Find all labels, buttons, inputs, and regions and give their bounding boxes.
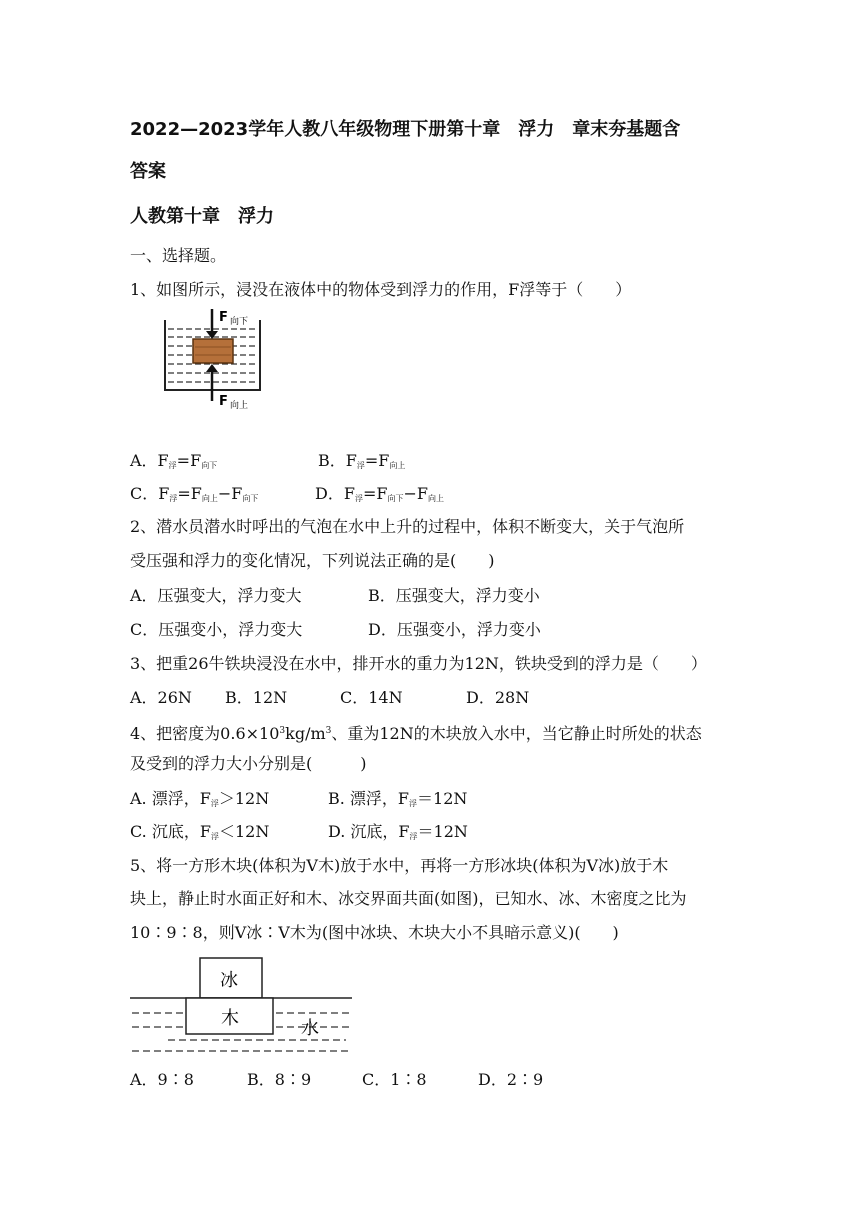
q5-fig-ice-label: 冰 bbox=[220, 970, 238, 991]
q5-fig-water-label: 水 bbox=[301, 1018, 319, 1039]
q5-option-b[interactable]: B．8∶9 bbox=[247, 1070, 312, 1089]
q1-option-c[interactable]: C．$F_浮=F_{向上}-F_{向下}$ bbox=[130, 484, 259, 503]
q3-option-a[interactable]: A．26N bbox=[130, 688, 192, 707]
document-title-line1: 2022—2023学年人教八年级物理下册第十章 浮力 章末夯基题含 bbox=[130, 119, 681, 140]
q2-option-c[interactable]: C．压强变小，浮力变大 bbox=[130, 620, 303, 639]
q3-option-b[interactable]: B．12N bbox=[225, 688, 288, 707]
q5-stem-line1: 5、将一方形木块(体积为V木)放于水中，再将一方形冰块(体积为V冰)放于木 bbox=[130, 856, 669, 875]
q1-fig-label-bottom: F bbox=[219, 394, 228, 409]
q5-figure bbox=[128, 955, 354, 1057]
chapter-heading: 人教第十章 浮力 bbox=[130, 206, 274, 227]
q4-option-a[interactable]: A. 漂浮，$F_浮>12N$ bbox=[130, 789, 270, 808]
q3-stem: 3、把重26牛铁块浸没在水中，排开水的重力为12N，铁块受到的浮力是（ ） bbox=[130, 654, 707, 673]
q4-option-d[interactable]: D. 沉底，$F_浮=12N$ bbox=[328, 822, 468, 841]
q5-option-c[interactable]: C．1∶8 bbox=[362, 1070, 427, 1089]
q3-option-d[interactable]: D．28N bbox=[466, 688, 530, 707]
q2-option-d[interactable]: D．压强变小，浮力变小 bbox=[368, 620, 541, 639]
q5-option-d[interactable]: D．2∶9 bbox=[478, 1070, 544, 1089]
section-heading: 一、选择题。 bbox=[130, 246, 227, 265]
q5-stem-line3: 10∶9∶8，则V冰∶V木为(图中冰块、木块大小不具暗示意义)( ) bbox=[130, 923, 619, 942]
q5-fig-wood-label: 木 bbox=[221, 1008, 239, 1029]
q1-fig-label-bottom-sub: 向上 bbox=[230, 401, 249, 411]
q1-option-a[interactable]: A．$F_浮=F_{向下}$ bbox=[130, 451, 218, 470]
q2-stem-line2: 受压强和浮力的变化情况，下列说法正确的是( ) bbox=[130, 551, 495, 570]
q4-option-c[interactable]: C. 沉底，$F_浮<12N$ bbox=[130, 822, 270, 841]
q1-fig-label-top: F bbox=[219, 310, 228, 325]
q5-stem-line2: 块上，静止时水面正好和木、冰交界面共面(如图)，已知水、冰、木密度之比为 bbox=[130, 889, 687, 908]
q2-option-b[interactable]: B．压强变大，浮力变小 bbox=[368, 586, 540, 605]
q1-option-b[interactable]: B．$F_浮=F_{向上}$ bbox=[318, 451, 406, 470]
q4-option-b[interactable]: B. 漂浮，$F_浮=12N$ bbox=[328, 789, 468, 808]
q5-option-a[interactable]: A．9∶8 bbox=[130, 1070, 194, 1089]
q3-option-c[interactable]: C．14N bbox=[340, 688, 403, 707]
q1-figure bbox=[160, 305, 270, 413]
document-title-line2: 答案 bbox=[130, 161, 166, 182]
q2-option-a[interactable]: A．压强变大，浮力变大 bbox=[130, 586, 302, 605]
q4-stem-line2: 及受到的浮力大小分别是( ) bbox=[130, 754, 367, 773]
q1-stem: 1、如图所示，浸没在液体中的物体受到浮力的作用，F浮等于（ ） bbox=[130, 280, 632, 299]
q2-stem-line1: 2、潜水员潜水时呼出的气泡在水中上升的过程中，体积不断变大，关于气泡所 bbox=[130, 517, 685, 536]
q4-stem-line1: 4、把密度为$0.6\times 10^3kg/m^3$、重为12N的木块放入水中，当它静止时所处的状态 bbox=[130, 724, 702, 743]
q1-fig-label-top-sub: 向下 bbox=[230, 317, 249, 327]
q1-option-d[interactable]: D．$F_浮=F_{向下}-F_{向上}$ bbox=[315, 484, 444, 503]
